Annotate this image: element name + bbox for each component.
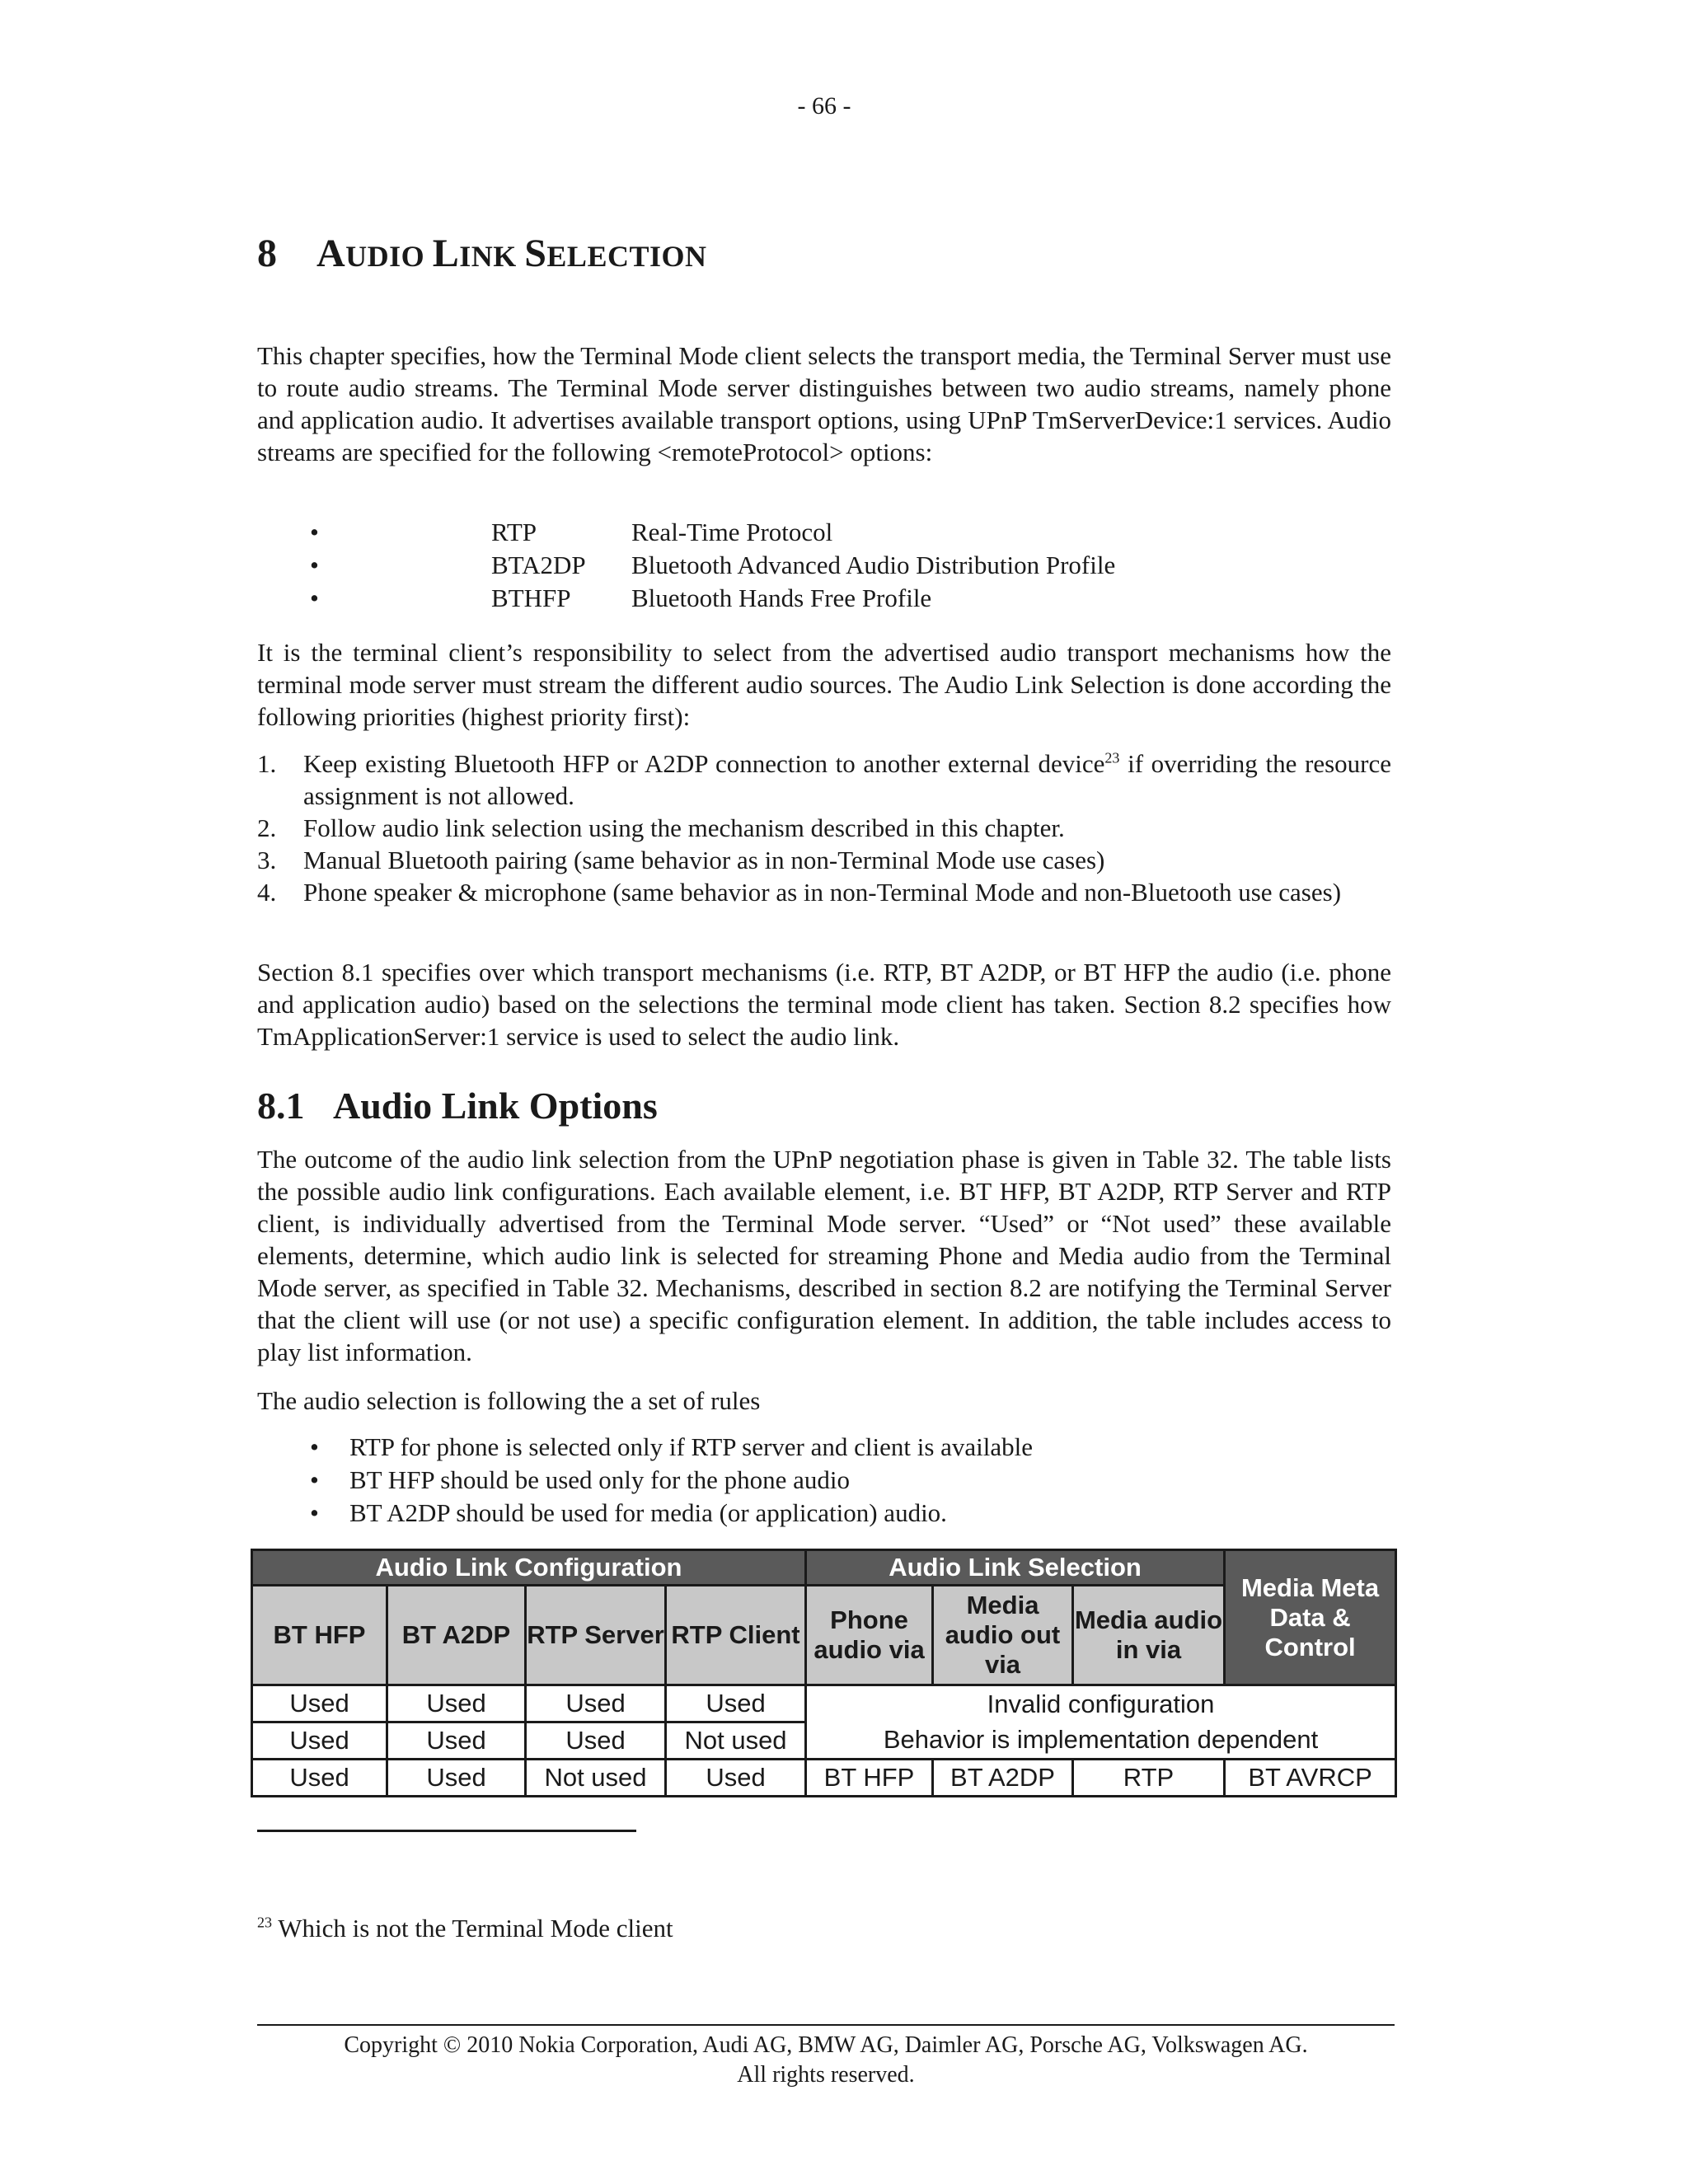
protocol-abbr: RTP: [491, 518, 537, 546]
rights-line: All rights reserved.: [737, 2062, 915, 2088]
table-cell: Not used: [666, 1722, 806, 1760]
table-row: [252, 1760, 1396, 1797]
header-rtp-server: RTP Server: [526, 1586, 666, 1685]
table-cell: Used: [387, 1760, 526, 1797]
section-paragraph: Section 8.1 specifies over which transport mechanisms (i.e. RTP, BT A2DP, or BT HFP the audio (i.e. phone and application audio) based on the selections the terminal mode client has taken. Section 8.2 specifies how TmApplicationServer:1 service is used to select the audio link.: [257, 958, 1391, 1051]
protocol-desc: Bluetooth Advanced Audio Distribution Profile: [631, 551, 1116, 579]
section-heading: [257, 1084, 658, 1127]
chapter-heading: [257, 231, 706, 276]
priority-number: 1.: [257, 749, 277, 778]
table-cell: Used: [252, 1722, 387, 1760]
table-cell: Used: [252, 1685, 387, 1722]
table-row: [252, 1685, 1396, 1722]
protocol-abbr: BTHFP: [491, 583, 571, 612]
bullet-icon: •: [310, 551, 319, 579]
priority-text-cont: if overriding the resource assignment is not allowed.: [303, 749, 1391, 810]
table-row: [252, 1722, 1396, 1760]
responsibility-paragraph: It is the terminal client’s responsibility to select from the advertised audio transport mechanisms how the terminal mode server must stream the different audio sources. The Audio Link Selection is done according the following priorities (highest priority first):: [257, 638, 1391, 731]
footnote-divider: [257, 1830, 636, 1832]
priority-text: Keep existing Bluetooth HFP or A2DP connection to another external device: [303, 749, 1105, 778]
header-media-audio-out-via: Media audio out via: [933, 1586, 1073, 1685]
bullet-icon: •: [310, 518, 319, 546]
protocol-desc: Bluetooth Hands Free Profile: [631, 583, 932, 612]
table-cell-merged: Invalid configuration: [806, 1685, 1396, 1722]
footnote-number: 23: [257, 1914, 272, 1931]
table-cell: Used: [666, 1760, 806, 1797]
table-cell: BT A2DP: [933, 1760, 1073, 1797]
priority-item: [257, 748, 1391, 812]
priority-item: [257, 876, 1391, 908]
priority-number: 4.: [257, 878, 277, 907]
bullet-icon: •: [310, 583, 319, 612]
bullet-icon: •: [310, 1432, 319, 1461]
bullet-icon: •: [310, 1465, 319, 1494]
table-cell: RTP: [1073, 1760, 1225, 1797]
footnote-text: Which is not the Terminal Mode client: [278, 1914, 673, 1943]
bullet-icon: •: [310, 1498, 319, 1527]
table-cell: BT HFP: [806, 1760, 933, 1797]
header-audio-link-configuration: Audio Link Configuration: [252, 1550, 806, 1586]
table-cell: Not used: [526, 1760, 666, 1797]
rule-text: BT HFP should be used only for the phone audio: [349, 1465, 851, 1494]
copyright-footer: [257, 2031, 1395, 2090]
chapter-number: 8: [257, 232, 278, 275]
footer-divider: [257, 2024, 1395, 2026]
priority-text: Phone speaker & microphone (same behavior as in non-Terminal Mode and non-Bluetooth use cases): [303, 878, 1342, 907]
table-cell: Used: [526, 1722, 666, 1760]
section-number: 8.1: [257, 1085, 305, 1127]
rule-text: BT A2DP should be used for media (or application) audio.: [349, 1498, 947, 1527]
table-cell: Used: [526, 1685, 666, 1722]
priority-number: 3.: [257, 846, 277, 874]
header-bt-a2dp: BT A2DP: [387, 1586, 526, 1685]
table-cell: Used: [252, 1760, 387, 1797]
table-cell: Used: [666, 1685, 806, 1722]
header-bt-hfp: BT HFP: [252, 1586, 387, 1685]
header-rtp-client: RTP Client: [666, 1586, 806, 1685]
outcome-paragraph: The outcome of the audio link selection from the UPnP negotiation phase is given in Table 32. The table lists the possible audio link configurations. Each available element, i.e. BT HFP, BT A2DP, RTP Server and RTP client, is individually advertised from the Terminal Mode server. “Used” or “Not used” these available elements, determine, which audio link is selected for streaming Phone and Media audio from the Terminal Mode server, as specified in Table 32. Mechanisms, described in section 8.2 are notifying the Terminal Server that the client will use (or not use) a specific configuration element. In addition, the table includes access to play list information.: [257, 1145, 1391, 1366]
rules-intro: The audio selection is following the a set of rules: [257, 1386, 761, 1415]
protocol-desc: Real-Time Protocol: [631, 518, 833, 546]
priority-item: [257, 812, 1391, 844]
footnote: [257, 1914, 673, 1943]
protocol-abbr: BTA2DP: [491, 551, 586, 579]
table-cell: Used: [387, 1685, 526, 1722]
table-cell-merged: Behavior is implementation dependent: [806, 1722, 1396, 1760]
priority-list: [257, 748, 1391, 908]
page-number: - 66 -: [797, 92, 851, 120]
priority-number: 2.: [257, 813, 277, 842]
header-media-meta-data: Media Meta Data & Control: [1225, 1550, 1396, 1685]
audio-link-table: [251, 1549, 1397, 1797]
priority-text: Manual Bluetooth pairing (same behavior as in non-Terminal Mode use cases): [303, 846, 1105, 874]
footnote-ref: 23: [1104, 749, 1120, 766]
copyright-line: Copyright © 2010 Nokia Corporation, Audi AG, BMW AG, Daimler AG, Porsche AG, Volkswagen AG.: [344, 2032, 1308, 2058]
chapter-title: AUDIO LINK SELECTION: [316, 232, 707, 275]
priority-item: [257, 844, 1391, 876]
header-phone-audio-via: Phone audio via: [806, 1586, 933, 1685]
header-audio-link-selection: Audio Link Selection: [806, 1550, 1225, 1586]
table-cell: Used: [387, 1722, 526, 1760]
section-title: Audio Link Options: [333, 1085, 658, 1127]
table-cell: BT AVRCP: [1225, 1760, 1396, 1797]
rule-text: RTP for phone is selected only if RTP server and client is available: [349, 1432, 1034, 1461]
intro-paragraph: This chapter specifies, how the Terminal Mode client selects the transport media, the Terminal Server must use to route audio streams. The Terminal Mode server distinguishes between two audio streams, namely phone and application audio. It advertises available transport options, using UPnP TmServerDevice:1 services. Audio streams are specified for the following <remoteProtocol> options:: [257, 341, 1391, 466]
header-media-audio-in-via: Media audio in via: [1073, 1586, 1225, 1685]
priority-text: Follow audio link selection using the mechanism described in this chapter.: [303, 813, 1065, 842]
